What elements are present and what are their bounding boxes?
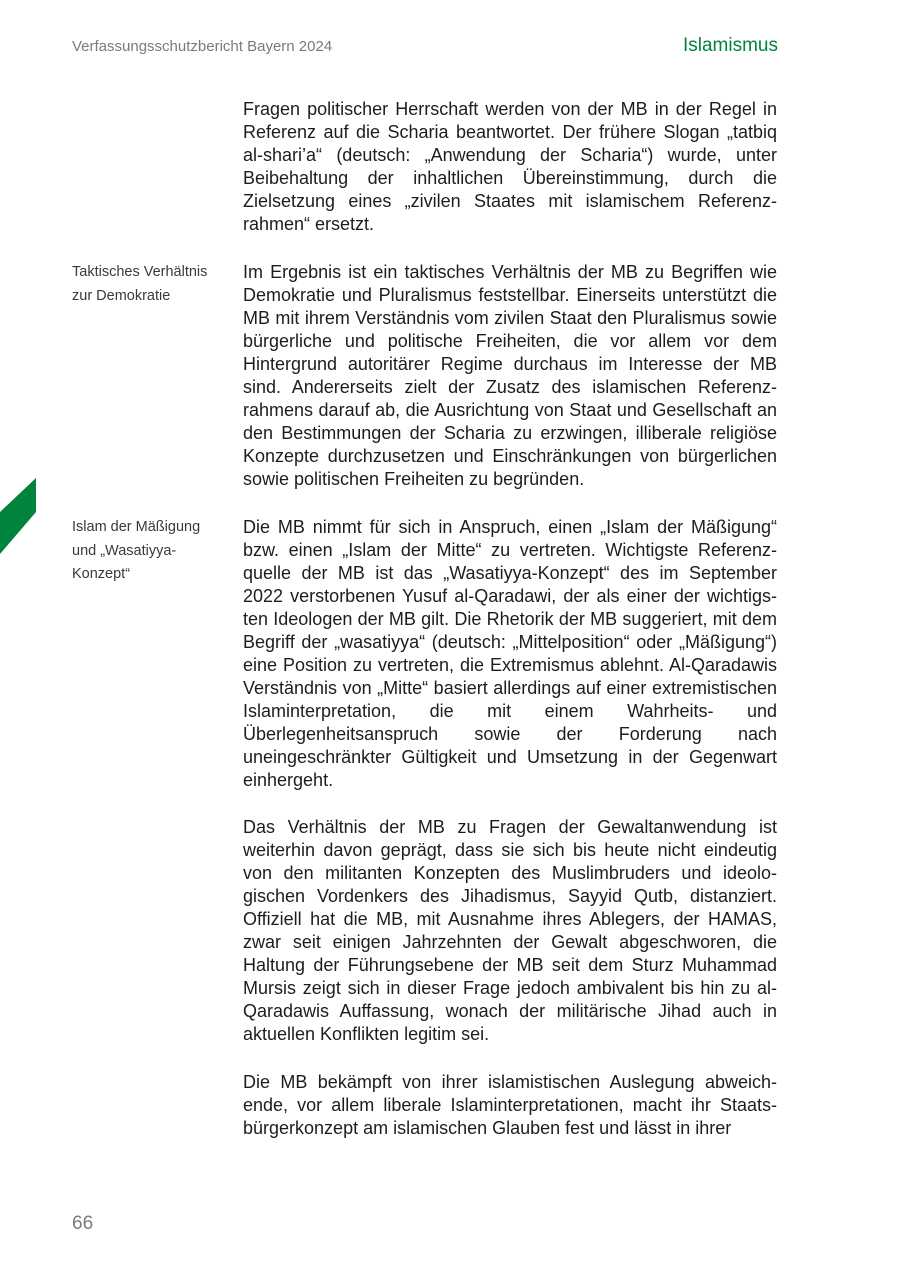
page-number: 66 [72,1213,94,1234]
paragraph-violence: Das Verhältnis der MB zu Fragen der Gewaltanwendung ist weiterhin davon geprägt, dass sie sich bis heute nicht eindeutig von den militanten Konzepten des Muslimbruders und ideologischen Vordenkers des Jihadismus, Sayyid Qutb, distanziert. Offiziell hat die MB, mit Ausnahme ihres Ablegers, der HAMAS, zwar seit einigen Jahrzehnten der Gewalt abgeschworen, die Haltung der Führungsebene der MB seit dem Sturz Muhammad Mursis zeigt sich in dieser Frage jedoch ambivalent bis hin zu al-Qaradawis Auffassung, wonach der militärische Jihad auch in aktuellen Konflikten legitim sei. [243,817,777,1044]
paragraph-wasatiyya: Die MB nimmt für sich in Anspruch, einen „Islam der Mäßigung“ bzw. einen „Islam der Mitte“ zu vertreten. Wichtigste Referenzquelle der MB ist das „Wasatiyya-Konzept“ des im September 2022 verstorbenen Yusuf al-Qaradawi, der als einer der wichtigsten Ideologen der MB gilt. Die Rhetorik der MB suggeriert, mit dem Begriff der „wasatiyya“ (deutsch: „Mittelposition“ oder „Mäßigung“) eine Position zu vertreten, die Extremismus ablehnt. Al-Qaradawis Verständnis von „Mitte“ basiert allerdings auf einer extremistischen Islaminterpretation, die mit einem Wahrheits- und Überlegenheitsanspruch sowie der Forderung nach uneingeschränkter Gültigkeit und Umsetzung in der Gegenwart einhergeht. [243,517,777,790]
margin-note-wasatiyya: Islam der Mäßigung und „Wasatiyya-Konzept“ [72,519,201,582]
paragraph-interpretations: Die MB bekämpft von ihrer islamistischen Auslegung abweichende, vor allem liberale Islaminterpretationen, macht ihr Staatsbürgerkonzept am islamischen Glauben fest und lässt in ihrer [243,1072,777,1138]
paragraph-scharia: Fragen politischer Herrschaft werden von der MB in der Regel in Referenz auf die Scharia beantwortet. Der frühere Slogan „tatbiq al-shari’a“ (deutsch: „Anwendung der Scharia“) wurde, unter Beibehaltung der inhaltlichen Übereinstimmung, durch die Zielsetzung eines „zivilen Staates mit islamischem Referenzrahmen“ ersetzt. [243,99,777,234]
running-header-title: Verfassungsschutzbericht Bayern 2024 [72,38,333,55]
margin-note-democracy: Taktisches Verhältnis zur Demokratie [72,264,208,304]
section-marker-tab [0,478,36,554]
paragraph-democracy: Im Ergebnis ist ein taktisches Verhältnis der MB zu Begriffen wie Demokratie und Pluralismus feststellbar. Einerseits unterstützt die MB mit ihrem Verständnis vom zivilen Staat den Pluralismus sowie bürgerliche und politische Freiheiten, die vor allem vor dem Hintergrund autoritärer Regime durchaus im Interesse der MB sind. Andererseits zielt der Zusatz des islamischen Referenzrahmens darauf ab, die Ausrichtung von Staat und Gesellschaft an den Bestimmungen der Scharia zu erzwingen, illiberale religiöse Konzepte durchzusetzen und Einschränkungen von bürgerlichen sowie politischen Freiheiten zu begründen. [243,262,777,489]
section-title: Islamismus [682,35,778,56]
